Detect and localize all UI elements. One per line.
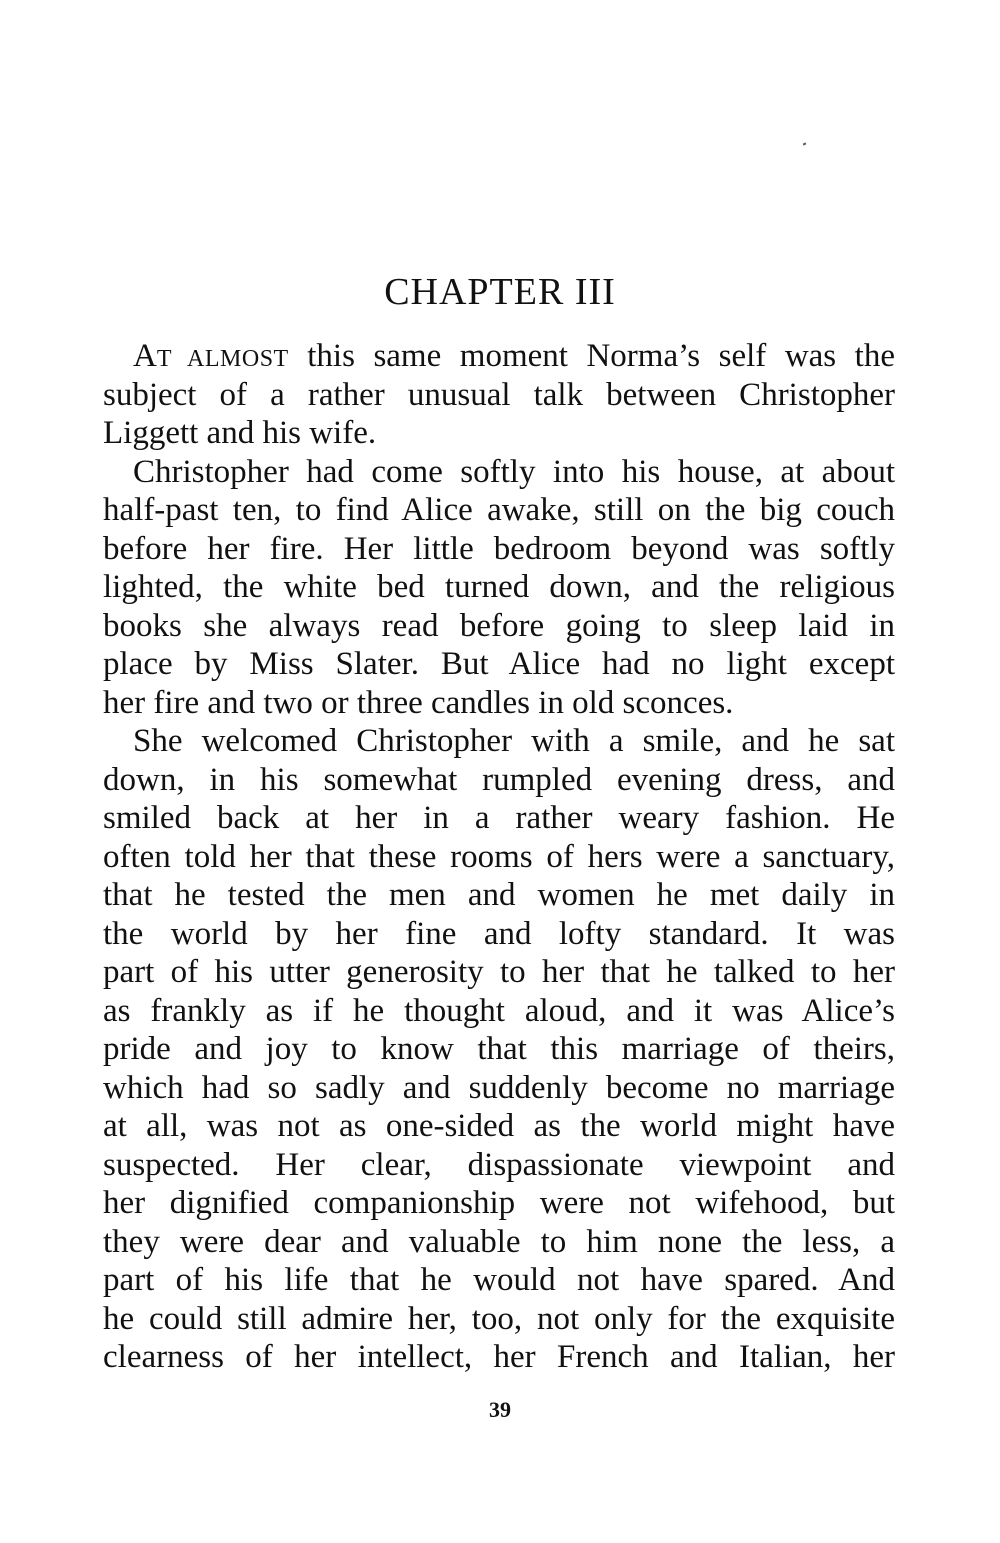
text-line-6: before her fire. Her little bedroom beyond was softly <box>103 530 895 567</box>
text-line-9: place by Miss Slater. But Alice had no light except <box>103 646 895 682</box>
text-line-25: part of his life that he would not have spared. And <box>103 1262 895 1298</box>
chapter-title: CHAPTER III <box>384 271 616 313</box>
page-number: 39 <box>489 1397 511 1422</box>
text-line-11: She welcomed Christopher with a smile, and he sat <box>133 723 895 759</box>
chapter-body <box>103 337 895 1377</box>
text-line-1-rest: this same moment Norma’s self was the <box>288 338 895 374</box>
text-line-8: books she always read before going to sleep laid in <box>103 607 895 644</box>
text-line-20: which had so sadly and suddenly become no marriage <box>103 1069 895 1106</box>
text-line-2: subject of a rather unusual talk between Christopher <box>103 376 895 413</box>
text-line-24: they were dear and valuable to him none the less, a <box>103 1223 895 1260</box>
text-line-10: her fire and two or three candles in old sconces. <box>103 684 734 721</box>
opening-smallcaps: T ALMOST <box>156 346 289 372</box>
text-line-1 <box>103 337 895 376</box>
text-line-5: half-past ten, to find Alice awake, still on the big couch <box>103 492 895 528</box>
text-line-3: Liggett and his wife. <box>103 415 377 451</box>
text-line-19: pride and joy to know that this marriage of theirs, <box>103 1031 895 1067</box>
opening-initial: A <box>133 338 157 374</box>
text-line-15: that he tested the men and women he met daily in <box>103 877 895 913</box>
text-line-21: at all, was not as one-sided as the world might have <box>103 1108 895 1144</box>
text-line-18: as frankly as if he thought aloud, and it was Alice’s <box>103 992 895 1029</box>
text-line-16: the world by her fine and lofty standard. It was <box>103 915 895 952</box>
text-line-22: suspected. Her clear, dispassionate viewpoint and <box>103 1146 895 1183</box>
text-line-23: her dignified companionship were not wifehood, but <box>103 1185 895 1221</box>
text-line-14: often told her that these rooms of hers were a sanctuary, <box>103 838 895 875</box>
text-line-4: Christopher had come softly into his house, at about <box>133 453 895 490</box>
stray-ink-mark <box>803 142 807 145</box>
text-line-17: part of his utter generosity to her that he talked to her <box>103 954 895 990</box>
text-line-12: down, in his somewhat rumpled evening dress, and <box>103 761 895 798</box>
text-line-26: he could still admire her, too, not only for the exquisite <box>103 1300 895 1337</box>
text-line-7: lighted, the white bed turned down, and the religious <box>103 569 895 605</box>
text-line-27: clearness of her intellect, her French and Italian, her <box>103 1339 895 1375</box>
text-line-13: smiled back at her in a rather weary fashion. He <box>103 800 895 836</box>
